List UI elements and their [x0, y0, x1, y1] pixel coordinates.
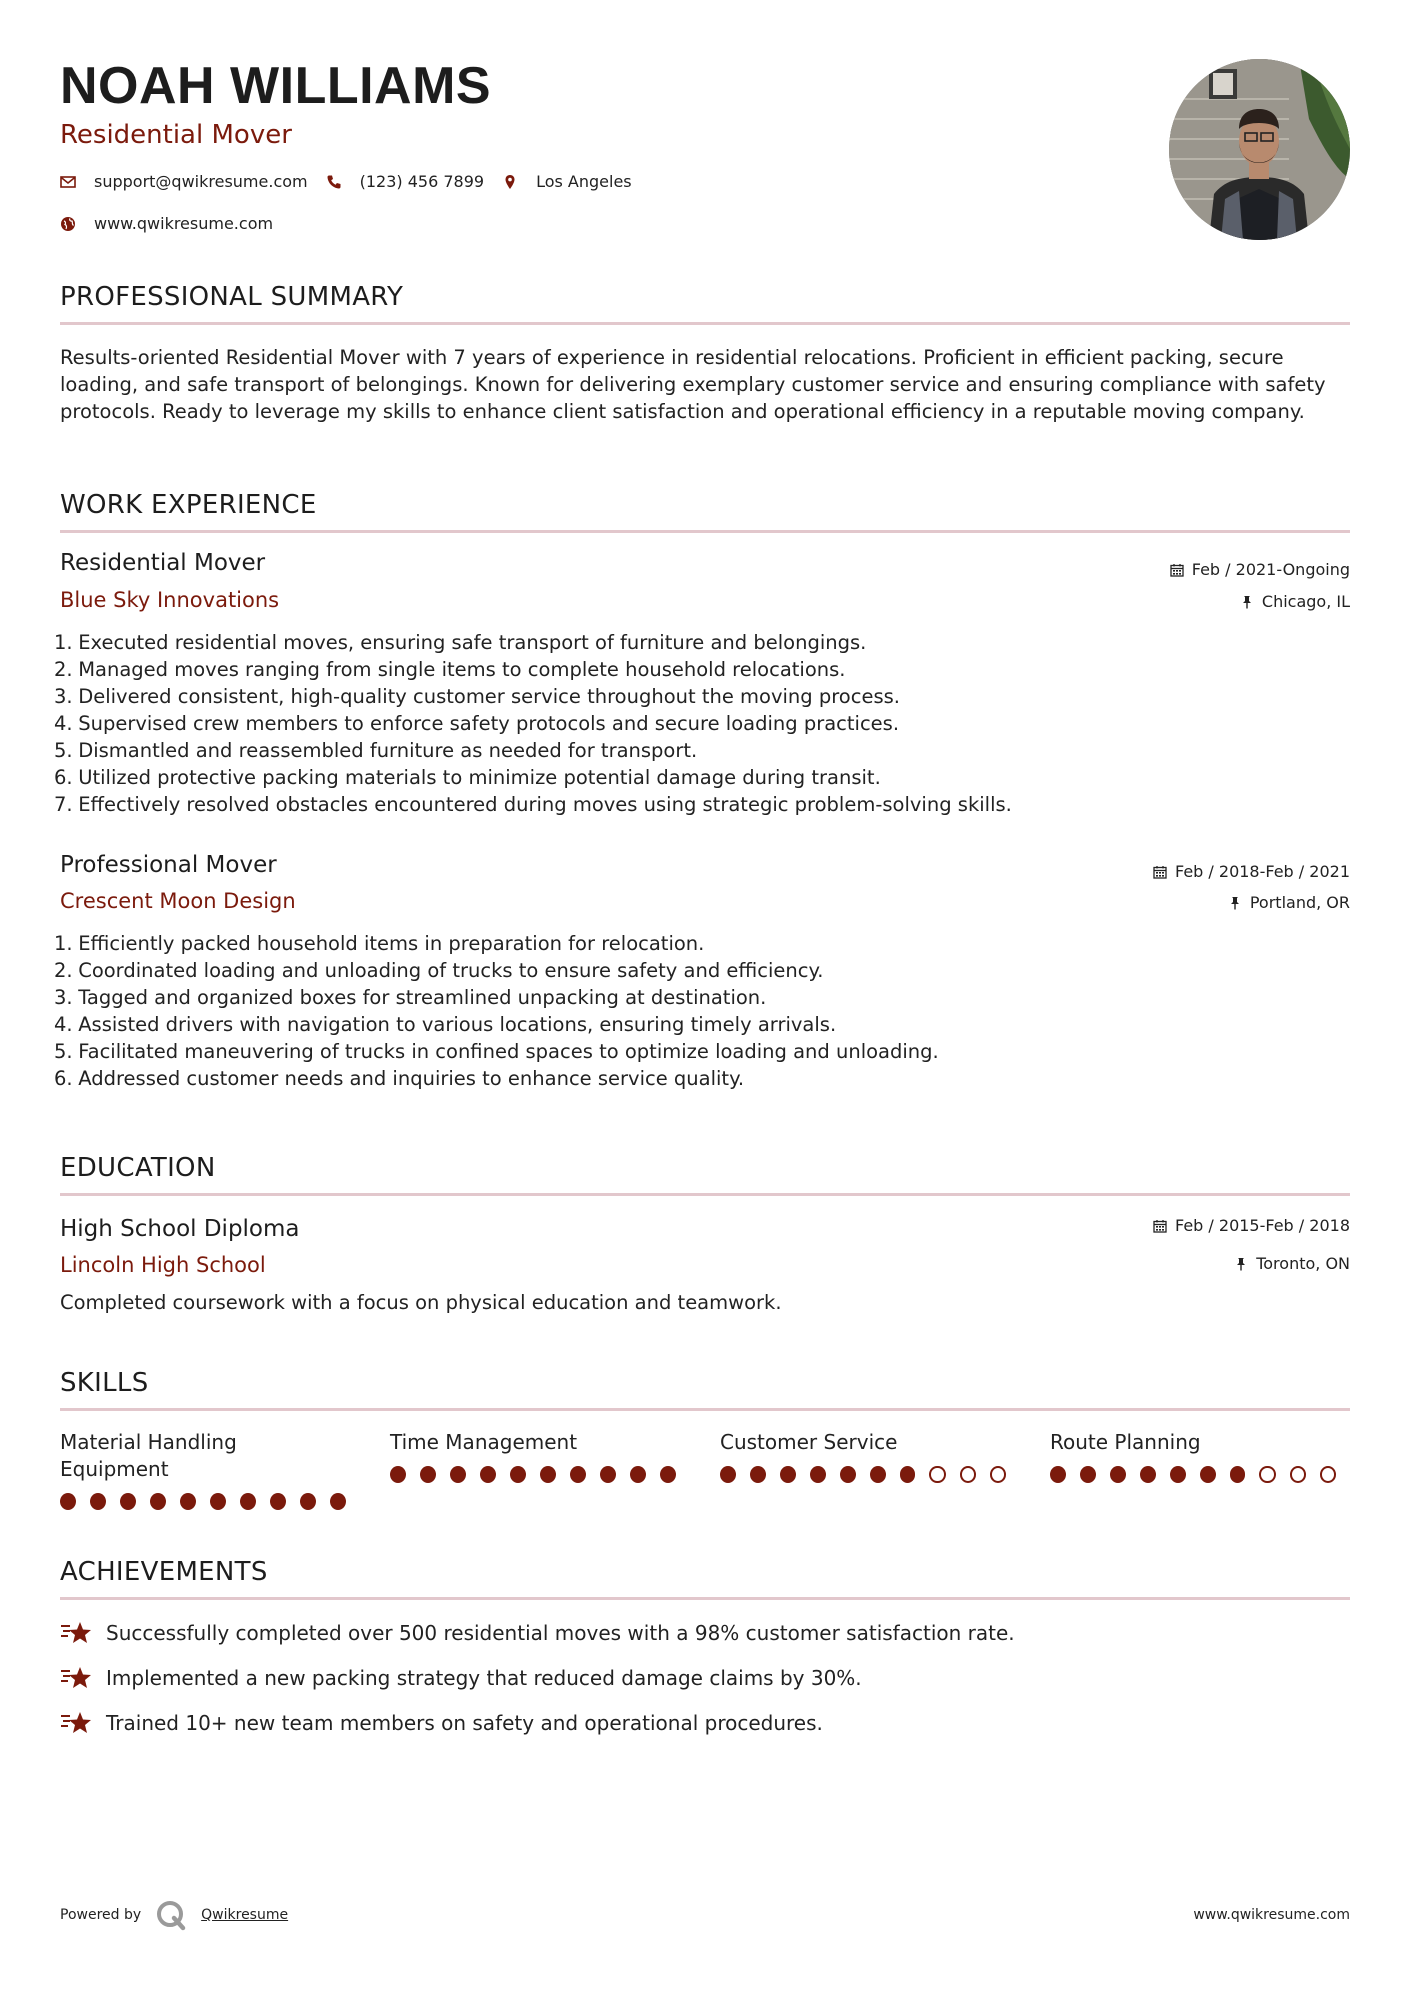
job-bullets [54, 629, 1350, 818]
contact-row-secondary [60, 214, 291, 233]
powered-by-label: Powered by [60, 1907, 142, 1923]
achievement-text: Implemented a new packing strategy that reduced damage claims by 30%. [106, 1666, 862, 1690]
pushpin-icon [1228, 896, 1242, 910]
skill-rating [720, 1466, 1020, 1483]
contact-email[interactable] [60, 172, 308, 191]
calendar-icon [1153, 865, 1167, 879]
list-item: 3. Delivered consistent, high-quality customer service throughout the moving process. [54, 685, 900, 708]
skill-rating [1050, 1466, 1350, 1483]
rating-dot-filled [870, 1466, 886, 1483]
list-item: 5. Facilitated maneuvering of trucks in confined spaces to optimize loading and unloading. [54, 1040, 939, 1063]
rating-dot-empty [1290, 1466, 1306, 1483]
list-item: 6. Utilized protective packing materials to minimize potential damage during transit. [54, 766, 881, 789]
list-item: 4. Supervised crew members to enforce safety protocols and secure loading practices. [54, 712, 900, 735]
rating-dot-filled [270, 1493, 286, 1510]
rating-dot-filled [1170, 1466, 1186, 1483]
resume-page [54, 0, 1350, 1990]
skill-name: Material Handling Equipment [60, 1430, 237, 1481]
rating-dot-filled [420, 1466, 436, 1483]
skills-divider [60, 1408, 1350, 1411]
list-item: 3. Tagged and organized boxes for streamlined unpacking at destination. [54, 986, 767, 1009]
job-company: Blue Sky Innovations [60, 588, 280, 612]
rating-dot-empty [1259, 1466, 1275, 1483]
skill-rating [390, 1466, 690, 1483]
shooting-star-icon [60, 1665, 92, 1691]
rating-dot-filled [570, 1466, 586, 1483]
achievement-item [60, 1710, 823, 1736]
rating-dot-filled [840, 1466, 856, 1483]
footer-website[interactable]: www.qwikresume.com [1193, 1907, 1350, 1923]
rating-dot-filled [540, 1466, 556, 1483]
job-location [1228, 893, 1350, 912]
rating-dot-empty [929, 1466, 945, 1483]
candidate-title: Residential Mover [60, 120, 292, 150]
rating-dot-filled [150, 1493, 166, 1510]
education-degree: High School Diploma [60, 1216, 300, 1242]
qwikresume-link[interactable]: Qwikresume [201, 1907, 289, 1923]
rating-dot-filled [510, 1466, 526, 1483]
rating-dot-filled [60, 1493, 76, 1510]
phone-text: (123) 456 7899 [359, 172, 485, 191]
skill-name: Route Planning [1050, 1430, 1201, 1454]
education-school: Lincoln High School [60, 1253, 266, 1277]
rating-dot-filled [300, 1493, 316, 1510]
envelope-icon [60, 174, 76, 190]
summary-text: Results-oriented Residential Mover with 7 years of experience in residential relocations. Proficient in efficient packing, secure loading, and safe transport of belongings. Known for delivering exemplary customer service and ensuring compliance with safety protocols. Ready to leverage my skills to enhance client satisfaction and operational efficiency in a reputable moving company. [60, 346, 1326, 423]
rating-dot-filled [630, 1466, 646, 1483]
job-dates [1170, 560, 1350, 579]
rating-dot-filled [1050, 1466, 1066, 1483]
location-text: Los Angeles [536, 172, 632, 191]
list-item: 1. Executed residential moves, ensuring safe transport of furniture and belongings. [54, 631, 867, 654]
rating-dot-filled [330, 1493, 346, 1510]
rating-dot-filled [660, 1466, 676, 1483]
rating-dot-filled [1140, 1466, 1156, 1483]
rating-dot-filled [720, 1466, 736, 1483]
shooting-star-icon [60, 1710, 92, 1736]
skill-rating [60, 1493, 360, 1510]
skill-name: Time Management [390, 1430, 578, 1454]
job-bullets [54, 930, 1350, 1092]
rating-dot-filled [810, 1466, 826, 1483]
summary-divider [60, 322, 1350, 325]
education-dates-text: Feb / 2015-Feb / 2018 [1175, 1216, 1350, 1235]
list-item: 7. Effectively resolved obstacles encountered during moves using strategic problem-solving skills. [54, 793, 1012, 816]
summary-heading: PROFESSIONAL SUMMARY [60, 282, 404, 312]
rating-dot-empty [960, 1466, 976, 1483]
contact-phone[interactable] [326, 172, 484, 191]
education-location-text: Toronto, ON [1256, 1254, 1350, 1273]
list-item: 2. Managed moves ranging from single items to complete household relocations. [54, 658, 846, 681]
qwikresume-logo-icon [155, 1899, 187, 1931]
footer-powered-by [60, 1899, 288, 1931]
achievement-item [60, 1665, 862, 1691]
rating-dot-empty [990, 1466, 1006, 1483]
rating-dot-filled [1110, 1466, 1126, 1483]
pushpin-icon [1240, 595, 1254, 609]
achievement-text: Successfully completed over 500 residential moves with a 98% customer satisfaction rate. [106, 1621, 1015, 1645]
phone-icon [326, 174, 342, 190]
job-dates-text: Feb / 2021-Ongoing [1191, 560, 1350, 579]
job-company: Crescent Moon Design [60, 889, 296, 913]
education-location [1234, 1254, 1350, 1273]
contact-website[interactable] [60, 214, 273, 233]
candidate-name: NOAH WILLIAMS [60, 57, 492, 115]
profile-photo [1169, 59, 1350, 240]
achievements-divider [60, 1597, 1350, 1600]
calendar-icon [1153, 1219, 1167, 1233]
list-item: 5. Dismantled and reassembled furniture as needed for transport. [54, 739, 698, 762]
education-dates [1153, 1216, 1350, 1235]
job-title: Professional Mover [60, 852, 277, 878]
skill-item [720, 1429, 1020, 1483]
job-dates [1153, 862, 1350, 881]
rating-dot-filled [180, 1493, 196, 1510]
map-pin-icon [502, 174, 518, 190]
rating-dot-filled [900, 1466, 916, 1483]
rating-dot-filled [600, 1466, 616, 1483]
job-location [1240, 592, 1350, 611]
calendar-icon [1170, 563, 1184, 577]
achievement-item [60, 1620, 1015, 1646]
pushpin-icon [1234, 1257, 1248, 1271]
list-item: 4. Assisted drivers with navigation to various locations, ensuring timely arrivals. [54, 1013, 837, 1036]
rating-dot-empty [1320, 1466, 1336, 1483]
education-description: Completed coursework with a focus on physical education and teamwork. [60, 1291, 782, 1314]
rating-dot-filled [240, 1493, 256, 1510]
job-title: Residential Mover [60, 550, 266, 576]
rating-dot-filled [1230, 1466, 1246, 1483]
list-item: 1. Efficiently packed household items in preparation for relocation. [54, 932, 705, 955]
contact-location [502, 172, 632, 191]
list-item: 2. Coordinated loading and unloading of trucks to ensure safety and efficiency. [54, 959, 824, 982]
skill-name: Customer Service [720, 1430, 898, 1454]
rating-dot-filled [750, 1466, 766, 1483]
rating-dot-filled [210, 1493, 226, 1510]
achievement-text: Trained 10+ new team members on safety and operational procedures. [106, 1711, 823, 1735]
rating-dot-filled [480, 1466, 496, 1483]
shooting-star-icon [60, 1620, 92, 1646]
rating-dot-filled [780, 1466, 796, 1483]
email-text: support@qwikresume.com [94, 172, 308, 191]
achievements-heading: ACHIEVEMENTS [60, 1557, 268, 1587]
education-heading: EDUCATION [60, 1153, 216, 1183]
rating-dot-filled [90, 1493, 106, 1510]
experience-heading: WORK EXPERIENCE [60, 490, 317, 520]
list-item: 6. Addressed customer needs and inquiries to enhance service quality. [54, 1067, 745, 1090]
contact-row-primary [60, 172, 650, 191]
job-location-text: Chicago, IL [1261, 592, 1350, 611]
rating-dot-filled [450, 1466, 466, 1483]
skill-item [1050, 1429, 1350, 1483]
education-divider [60, 1193, 1350, 1196]
website-text: www.qwikresume.com [94, 214, 274, 233]
rating-dot-filled [120, 1493, 136, 1510]
experience-divider [60, 530, 1350, 533]
skill-item [60, 1429, 360, 1510]
globe-icon [60, 216, 76, 232]
rating-dot-filled [1080, 1466, 1096, 1483]
job-dates-text: Feb / 2018-Feb / 2021 [1175, 862, 1350, 881]
rating-dot-filled [390, 1466, 406, 1483]
rating-dot-filled [1200, 1466, 1216, 1483]
skills-heading: SKILLS [60, 1368, 149, 1398]
skill-item [390, 1429, 690, 1483]
job-location-text: Portland, OR [1249, 893, 1350, 912]
